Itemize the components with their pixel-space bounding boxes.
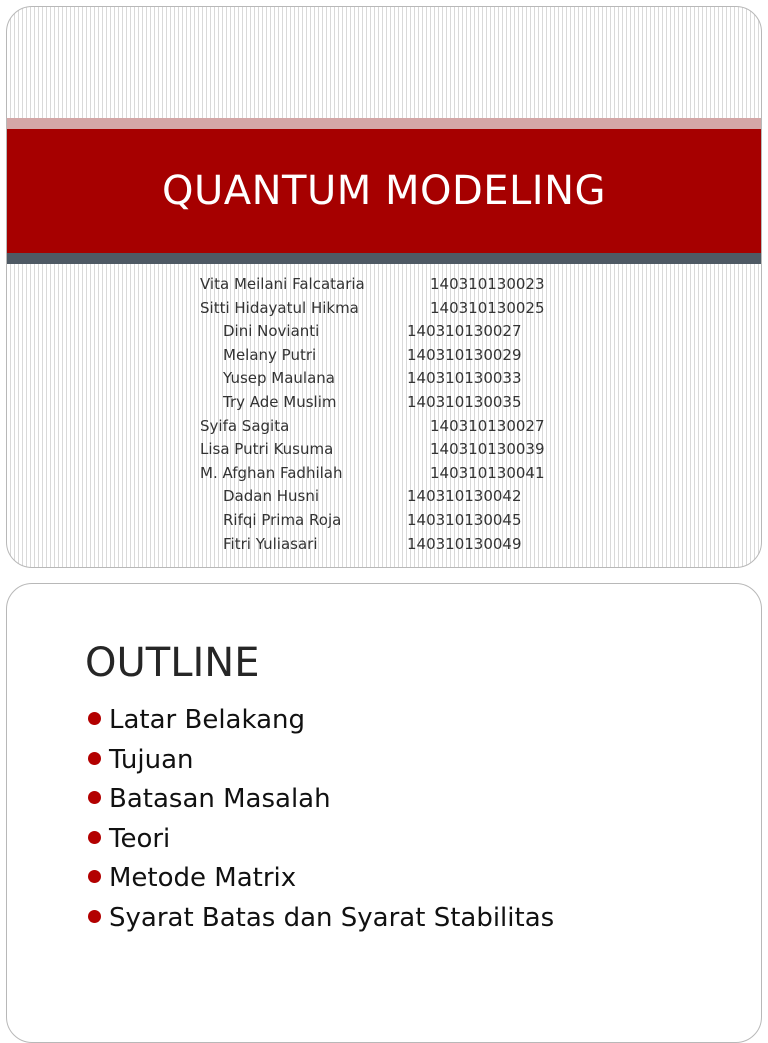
member-row	[200, 533, 580, 557]
title-band	[7, 129, 761, 253]
member-name: Fitri Yuliasari	[223, 534, 318, 553]
member-name: Yusep Maulana	[223, 369, 335, 388]
member-row	[200, 509, 580, 533]
outline-item	[85, 859, 554, 899]
member-name: Rifqi Prima Roja	[223, 510, 342, 529]
member-row	[200, 485, 580, 509]
member-row	[200, 273, 580, 297]
outline-item-label: Syarat Batas dan Syarat Stabilitas	[109, 902, 555, 933]
member-name: M. Afghan Fadhilah	[200, 463, 343, 482]
outline-item-label: Metode Matrix	[109, 863, 297, 893]
outline-item-label: Batasan Masalah	[109, 784, 331, 814]
outline-item	[85, 820, 554, 860]
member-nim: 140310130035	[407, 392, 522, 411]
title-accent-bar-top	[7, 118, 761, 129]
bullet-dot-icon	[88, 791, 101, 804]
outline-slide	[6, 583, 762, 1043]
bullet-dot-icon	[88, 712, 101, 725]
member-name: Melany Putri	[223, 345, 317, 364]
title-slide	[6, 6, 762, 568]
outline-item-label: Latar Belakang	[109, 705, 306, 735]
member-row	[200, 320, 580, 344]
member-nim: 140310130045	[407, 510, 522, 529]
member-row	[200, 344, 580, 368]
outline-item	[85, 701, 554, 741]
bullet-dot-icon	[88, 752, 101, 765]
member-name: Lisa Putri Kusuma	[200, 440, 334, 459]
slide-title: QUANTUM MODELING	[161, 168, 607, 214]
member-nim: 140310130023	[430, 275, 545, 293]
bullet-dot-icon	[88, 870, 101, 883]
bullet-dot-icon	[88, 831, 101, 844]
outline-item-label: Teori	[109, 823, 171, 854]
member-name: Dadan Husni	[223, 487, 320, 506]
member-row	[200, 297, 580, 321]
outline-item	[85, 780, 554, 820]
member-nim: 140310130042	[407, 487, 522, 506]
member-row	[200, 438, 580, 462]
title-accent-bar-bottom	[7, 253, 761, 264]
bullet-dot-icon	[88, 910, 101, 923]
member-nim: 140310130027	[407, 322, 522, 341]
member-nim: 140310130049	[407, 534, 522, 553]
member-row	[200, 391, 580, 415]
member-row	[200, 462, 580, 486]
member-nim: 140310130027	[430, 416, 545, 435]
member-name: Sitti Hidayatul Hikma	[200, 298, 359, 317]
member-row	[200, 367, 580, 391]
outline-title: OUTLINE	[85, 640, 260, 686]
outline-list	[85, 701, 554, 938]
member-nim: 140310130039	[430, 440, 545, 459]
member-nim: 140310130041	[430, 463, 545, 482]
member-nim: 140310130029	[407, 345, 522, 364]
member-name: Syifa Sagita	[200, 416, 290, 435]
member-name: Try Ade Muslim	[223, 392, 337, 411]
member-name: Vita Meilani Falcataria	[200, 275, 365, 293]
member-name: Dini Novianti	[223, 322, 320, 341]
member-row	[200, 415, 580, 439]
member-nim: 140310130025	[430, 298, 545, 317]
outline-item-label: Tujuan	[109, 744, 194, 775]
outline-item	[85, 899, 554, 939]
member-list	[200, 273, 580, 556]
outline-item	[85, 741, 554, 781]
member-nim: 140310130033	[407, 369, 522, 388]
